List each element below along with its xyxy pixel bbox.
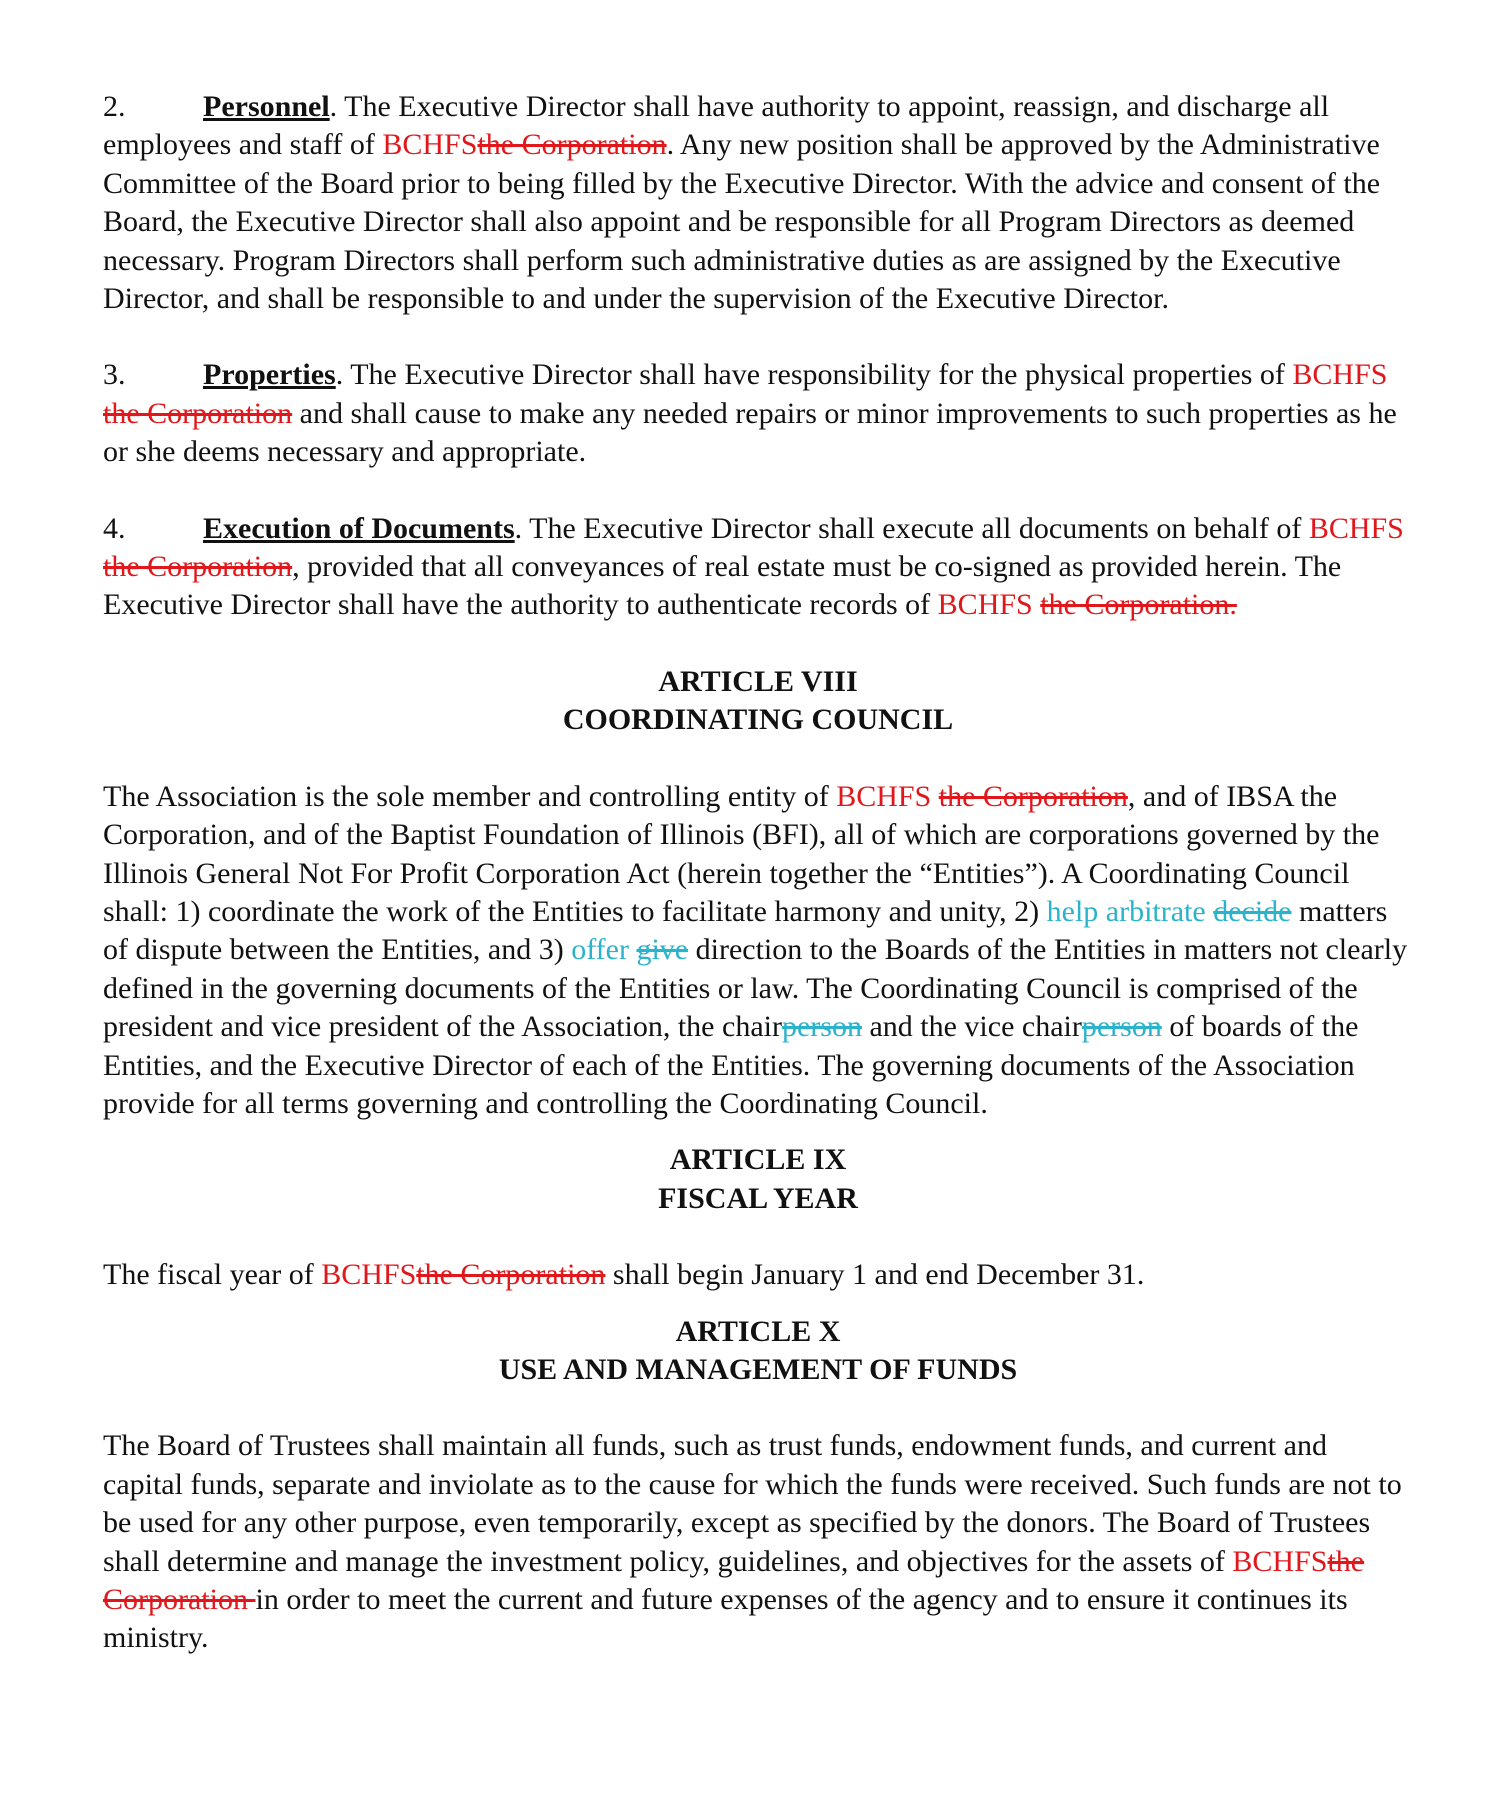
body-text: The Board of Trustees shall maintain all funds, such as trust funds, endowment funds, and current and capital funds, separate and inviolate as to the cause for which the funds were received. Such funds are not to be used for any other purpose, even temporarily, except as specified by the donors. The Board of Trustees shall determine and manage the investment policy, guidelines, and objectives for the assets of (103, 1429, 1402, 1578)
body-text: , provided that all conveyances of real estate must be co-signed as provided herein. The Executive Director shall have the authority to authenticate records of (103, 550, 1342, 622)
body-text: matters of dispute between the Entities, and 3) (103, 894, 1388, 967)
article-10-paragraph (103, 1427, 1413, 1657)
body-text: in order to meet the current and future expenses of the agency and to ensure it continues its ministry. (103, 1583, 1348, 1655)
spacer (103, 472, 1413, 510)
inserted-text: BCHFS (937, 588, 1041, 622)
inserted-text: BCHFS (836, 779, 939, 813)
deleted-text: the Corporation (477, 128, 667, 162)
inserted-text: BCHFS (382, 128, 478, 162)
deleted-text: the Corporation (103, 396, 293, 430)
body-text: direction to the Boards of the Entities in matters not clearly defined in the governing documents of the Entities or law. The Coordinating Council is comprised of the president and vice president of the Association, the chair (103, 933, 1408, 1044)
document-page (103, 88, 1413, 1658)
body-text: and shall cause to make any needed repairs or minor improvements to such properties as he or she deems necessary and appropriate. (103, 396, 1397, 469)
body-text: , and of IBSA the Corporation, and of the Baptist Foundation of Illinois (BFI), all of which are corporations governed by the Illinois General Not For Profit Corporation Act (herein together the “Entities”). A Coordinating Council shall: 1) coordinate the work of the Entities to facilitate harmony and unity, 2) (103, 779, 1380, 928)
inserted-text: offer (571, 933, 637, 967)
section-heading: Properties (203, 358, 336, 392)
deleted-text: give (636, 933, 689, 967)
section-heading: Personnel (203, 90, 330, 123)
spacer (103, 1218, 1413, 1256)
body-text: The fiscal year of (103, 1258, 322, 1292)
spacer (103, 740, 1413, 778)
article-9-heading (103, 1141, 1413, 1218)
section-heading: Execution of Documents (203, 511, 515, 545)
body-text: of boards of the Entities, and the Executive Director of each of the Entities. The governing documents of the Association provide for all terms governing and controlling the Coordinating Council. (103, 1010, 1359, 1120)
article-9-paragraph (103, 1256, 1413, 1294)
body-text: The Association is the sole member and controlling entity of (103, 779, 837, 813)
section-2-paragraph (103, 88, 1413, 318)
inserted-text: BCHFS (1232, 1544, 1328, 1578)
article-subtitle: USE AND MANAGEMENT OF FUNDS (498, 1352, 1018, 1386)
deleted-text: person (1081, 1010, 1162, 1044)
body-text: . The Executive Director shall have authority to appoint, reassign, and discharge all employees and staff of (103, 90, 1330, 162)
article-title: ARTICLE IX (669, 1143, 847, 1177)
body-text: . The Executive Director shall have responsibility for the physical properties of (335, 358, 1293, 392)
inserted-text: help arbitrate (1046, 894, 1214, 928)
article-title: ARTICLE X (675, 1314, 841, 1348)
article-subtitle: FISCAL YEAR (658, 1181, 858, 1215)
section-number: 2. (103, 90, 126, 123)
deleted-text: the Corporation (103, 1544, 1365, 1616)
body-text: . The Executive Director shall execute all documents on behalf of (514, 511, 1309, 545)
spacer (103, 1389, 1413, 1427)
inserted-text: BCHFS (1292, 358, 1388, 392)
article-title: ARTICLE VIII (658, 664, 858, 698)
deleted-text: decide (1213, 894, 1292, 928)
section-number: 3. (103, 358, 126, 392)
inserted-text: BCHFS (321, 1258, 417, 1292)
inserted-text: BCHFS (1308, 511, 1404, 545)
section-3-paragraph (103, 356, 1413, 471)
deleted-text: the Corporation (416, 1258, 606, 1292)
article-subtitle: COORDINATING COUNCIL (562, 703, 954, 737)
section-number: 4. (103, 511, 126, 545)
deleted-text: person (781, 1010, 862, 1044)
spacer (103, 1295, 1413, 1313)
spacer (103, 318, 1413, 356)
body-text: shall begin January 1 and end December 31. (605, 1258, 1145, 1292)
body-text: and the vice chair (861, 1010, 1082, 1044)
body-text: . Any new position shall be approved by the Administrative Committee of the Board prior to being filled by the Executive Director. With the advice and consent of the Board, the Executive Director shall also appoint and be responsible for all Program Directors as deemed necessary. Program Directors shall perform such administrative duties as are assigned by the Executive Director, and shall be responsible to and under the supervision of the Executive Director. (103, 128, 1381, 316)
spacer (103, 1123, 1413, 1141)
deleted-text: the Corporation (938, 779, 1128, 813)
deleted-text: the Corporation. (1040, 588, 1237, 622)
deleted-text: the Corporation (103, 550, 293, 584)
article-10-heading (103, 1313, 1413, 1390)
spacer (103, 625, 1413, 663)
article-8-paragraph (103, 778, 1413, 1124)
section-4-paragraph (103, 510, 1413, 625)
article-8-heading (103, 663, 1413, 740)
